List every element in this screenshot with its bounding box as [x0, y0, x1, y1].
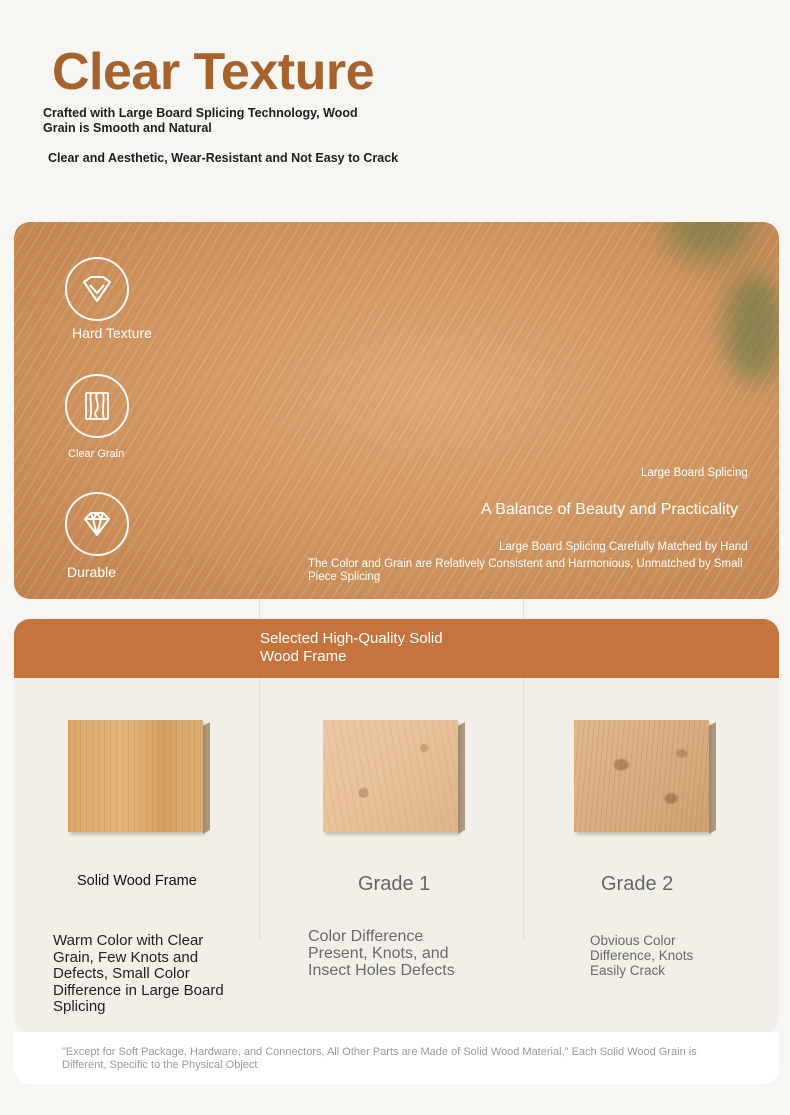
- subtitle-aesthetic: Clear and Aesthetic, Wear-Resistant and Not Easy to Crack: [48, 151, 399, 165]
- page-title: Clear Texture: [52, 43, 375, 101]
- heart-diamond-icon: [65, 257, 129, 321]
- feature-label-clear-grain: Clear Grain: [68, 448, 125, 460]
- column-description-solid-wood-frame: Warm Color with Clear Grain, Few Knots and Defects, Small Color Difference in Large Board Splicing: [53, 932, 224, 1015]
- caption-description: The Color and Grain are Relatively Consistent and Harmonious, Unmatched by Small Piece Splicing: [308, 558, 743, 583]
- caption-large-board-splicing: Large Board Splicing: [641, 467, 748, 479]
- column-title-solid-wood-frame: Solid Wood Frame: [77, 873, 197, 889]
- solid-wood-frame-sample: [68, 720, 203, 832]
- caption-balance: A Balance of Beauty and Practicality: [481, 501, 739, 518]
- grade-1-sample: [323, 720, 458, 832]
- subtitle-crafted: Crafted with Large Board Splicing Technology, Wood Grain is Smooth and Natural: [43, 106, 358, 135]
- leaf-decoration: [724, 272, 779, 382]
- column-divider: [259, 678, 260, 940]
- feature-label-hard-texture: Hard Texture: [72, 325, 152, 341]
- grade-2-sample: [574, 720, 709, 832]
- caption-matched-by-hand: Large Board Splicing Carefully Matched by Hand: [499, 541, 748, 553]
- comparison-title: Selected High-Quality Solid Wood Frame: [260, 630, 443, 665]
- wood-texture-panel: [14, 222, 779, 599]
- column-title-grade-1: Grade 1: [358, 873, 431, 895]
- column-description-grade-1: Color Difference Present, Knots, and Insect Holes Defects: [308, 928, 455, 979]
- leaf-decoration: [664, 222, 754, 262]
- divider: [259, 599, 260, 619]
- column-divider: [523, 678, 524, 940]
- column-description-grade-2: Obvious Color Difference, Knots Easily Crack: [590, 933, 694, 978]
- diamond-icon: [65, 492, 129, 556]
- feature-label-durable: Durable: [67, 564, 117, 580]
- wood-grade-comparison: [14, 619, 779, 1033]
- comparison-header: [14, 619, 779, 678]
- wood-grain-icon: [65, 374, 129, 438]
- divider: [523, 599, 524, 619]
- column-title-grade-2: Grade 2: [601, 873, 674, 895]
- footnote: "Except for Soft Package, Hardware, and Connectors, All Other Parts are Made of Solid Wood Material," Each Solid Wood Grain is Different, Specific to the Physical Object: [62, 1046, 697, 1071]
